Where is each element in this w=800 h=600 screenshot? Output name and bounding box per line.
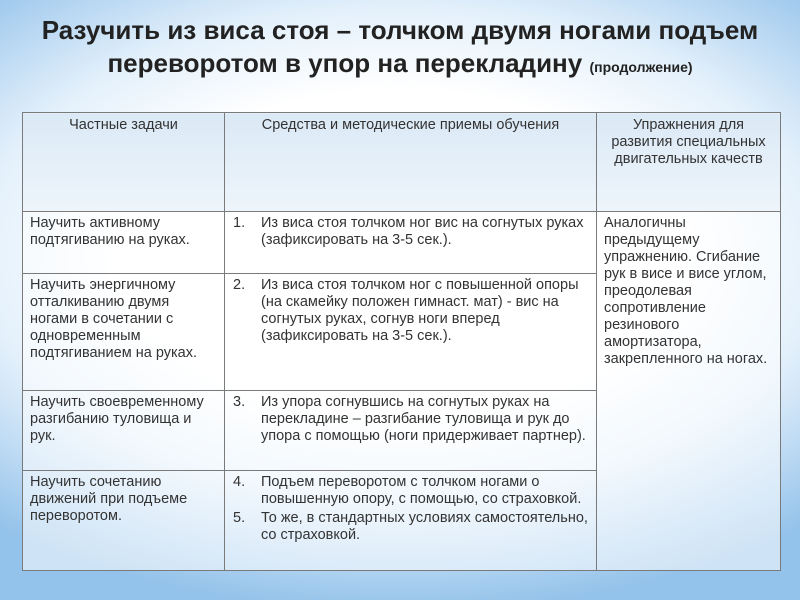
header-tasks: Частные задачи (23, 113, 225, 212)
method-text: Из упора согнувшись на согнутых руках на перекладине – разгибание туловища и рук до упора с помощью (ноги придерживает партнер). (261, 394, 586, 444)
methods-cell (225, 391, 597, 471)
header-methods: Средства и методические приемы обучения (225, 113, 597, 212)
method-item (233, 215, 590, 249)
method-text: То же, в стандартных условиях самостоятельно, со страховкой. (261, 510, 588, 543)
header-exercises: Упражнения для развития специальных двигательных качеств (597, 113, 781, 212)
method-item (233, 510, 590, 544)
title-subtitle: (продолжение) (589, 59, 693, 75)
method-item (233, 474, 590, 508)
task-cell: Научить энергичному отталкиванию двумя ногами в сочетании с одновременным подтягиванием на руках. (23, 274, 225, 391)
page-title (40, 14, 760, 84)
task-cell: Научить сочетанию движений при подъеме переворотом. (23, 471, 225, 571)
task-cell: Научить своевременному разгибанию туловища и рук. (23, 391, 225, 471)
method-text: Подъем переворотом с толчком ногами о повышенную опору, с помощью, со страховкой. (261, 474, 582, 507)
methods-cell (225, 274, 597, 391)
method-text: Из виса стоя толчком ног вис на согнутых руках (зафиксировать на 3-5 сек.). (261, 215, 584, 248)
method-number: 3. (233, 394, 246, 410)
table-row (23, 212, 781, 274)
title-text: Разучить из виса стоя – толчком двумя ногами подъем переворотом в упор на перекладину (41, 15, 759, 78)
method-item (233, 394, 590, 445)
task-cell: Научить активному подтягиванию на руках. (23, 212, 225, 274)
exercises-cell: Аналогичны предыдущему упражнению. Сгибание рук в висе и висе углом, преодолевая сопротивление резинового амортизатора, закрепленного на ногах. (597, 212, 781, 571)
method-number: 5. (233, 510, 246, 526)
methods-table (22, 112, 781, 571)
table-header-row (23, 113, 781, 212)
methods-cell (225, 471, 597, 571)
method-number: 1. (233, 215, 246, 231)
method-text: Из виса стоя толчком ног с повышенной опоры (на скамейку положен гимнаст. мат) - вис на согнутых руках, согнув ноги вперед (зафиксировать на 3-5 сек.). (261, 277, 579, 344)
method-item (233, 277, 590, 345)
method-number: 4. (233, 474, 246, 490)
method-number: 2. (233, 277, 246, 293)
methods-cell (225, 212, 597, 274)
